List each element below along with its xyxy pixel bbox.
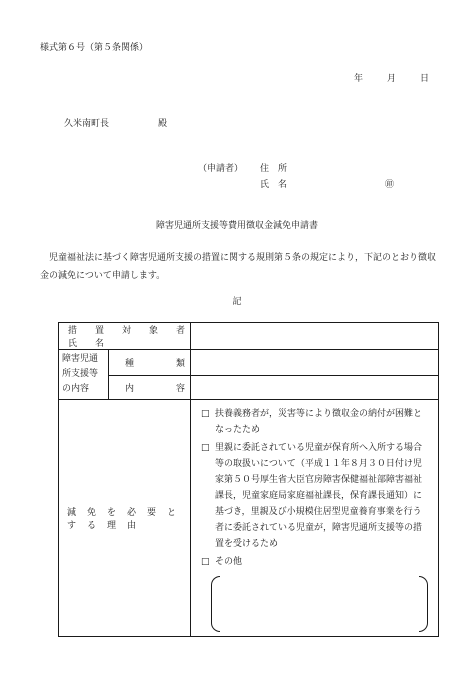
checkbox-icon[interactable]: □: [201, 443, 210, 453]
address-label: 住 所: [260, 164, 288, 174]
seal-mark: ㊞: [385, 180, 395, 190]
date-day: 日: [420, 74, 430, 84]
addressee: [64, 119, 168, 129]
reason-cell: [191, 400, 439, 637]
type-field[interactable]: [191, 350, 439, 376]
table-row: [59, 323, 439, 350]
subject-name-field[interactable]: [191, 323, 439, 350]
name-label: 氏 名: [260, 180, 288, 190]
bracket-left: [211, 576, 220, 632]
ki-mark: 記: [232, 297, 242, 307]
reason-option-foster[interactable]: [201, 440, 430, 552]
document-title: 障害児通所支援等費用徴収金減免申請書: [155, 221, 318, 231]
table-row: [59, 350, 439, 376]
reason-option-text: 里親に委託されている児童が保育所へ入所する場合等の取扱いについて（平成１１年８月３０日付け児家第５０号厚生省大臣官房障害保健福祉部障害福祉課長，児童家庭局家庭福祉課長，保育課長通知）に基づき，里親及び小規模住居型児童養育事業を行う者に委託されている児童が，障害児通所支援等の措置を受けるため: [215, 443, 423, 549]
table-row: [59, 400, 439, 637]
content-label: 内容: [125, 383, 185, 394]
reason-option-other[interactable]: [201, 554, 430, 570]
bracket-right: [419, 576, 428, 632]
table-row: [59, 375, 439, 399]
reason-option-text: 扶養義務者が，災害等により徴収金の納付が困難となったため: [215, 409, 423, 435]
subject-name-label: 措 置 対 象 者 氏 名: [59, 323, 191, 350]
form-number: 様式第６号（第５条関係）: [40, 43, 149, 53]
type-label-cell: [109, 350, 191, 376]
reason-label: 減 免 を 必 要 と す る 理 由: [59, 400, 191, 637]
type-label: 種類: [125, 358, 185, 369]
reason-option-text: その他: [215, 557, 243, 567]
reason-option-disaster[interactable]: [201, 406, 430, 438]
date-line: [354, 75, 429, 84]
applicant-label: （申請者）: [198, 164, 244, 174]
checkbox-icon[interactable]: □: [201, 409, 210, 419]
content-field[interactable]: [191, 375, 439, 399]
addressee-suffix: 殿: [158, 119, 168, 129]
body-text: 児童福祉法に基づく障害児通所支援の措置に関する規則第５条の規定により，下記のとおり徴収金の減免について申請します。: [40, 253, 437, 281]
other-reason-field[interactable]: [211, 576, 428, 630]
application-table: [58, 322, 439, 637]
content-label-cell: [109, 375, 191, 399]
date-month: 月: [387, 74, 397, 84]
addressee-name: 久米南町長: [64, 119, 110, 129]
service-group-label: 障害児通所支援等の内容: [59, 350, 109, 400]
checkbox-icon[interactable]: □: [201, 557, 210, 567]
date-year: 年: [354, 74, 364, 84]
